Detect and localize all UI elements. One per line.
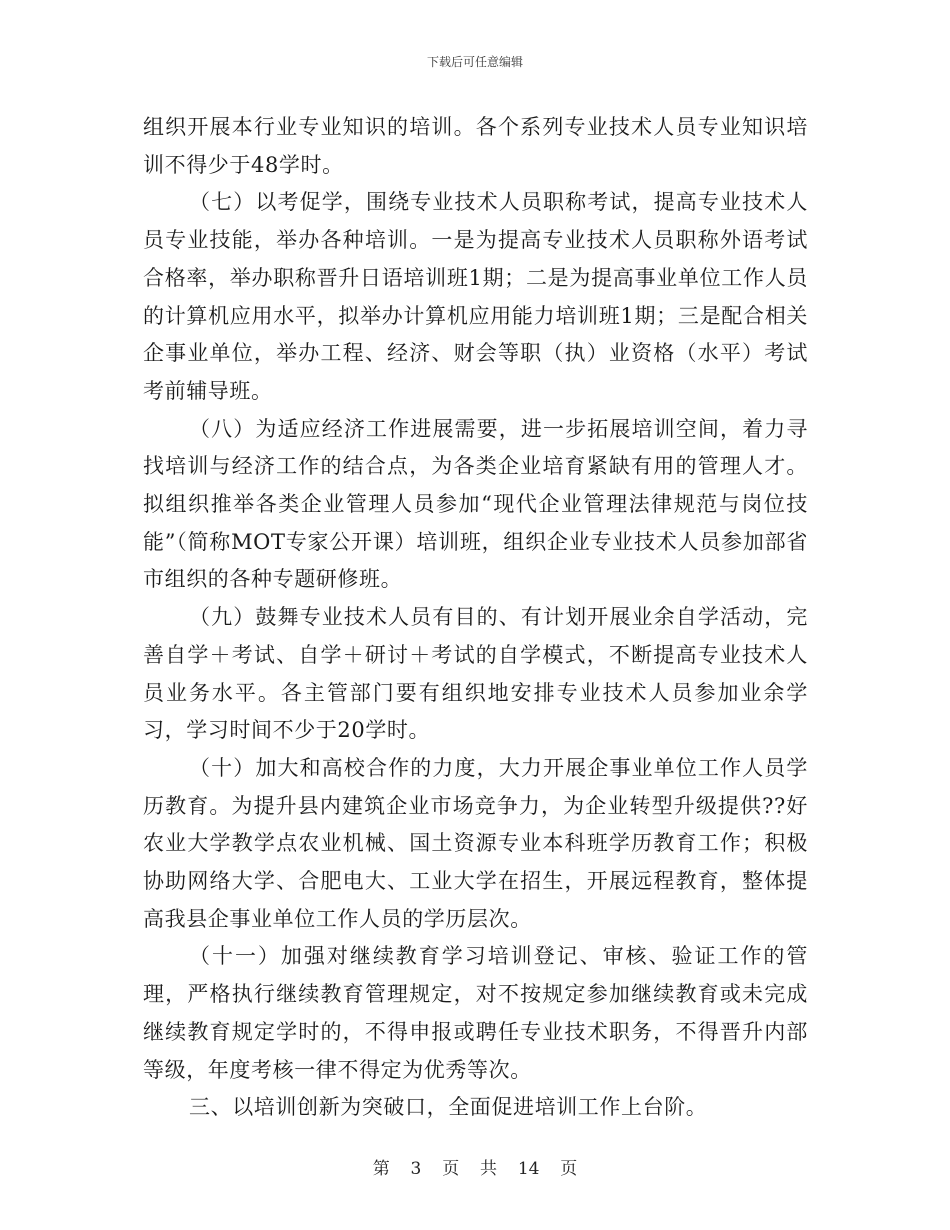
document-body [143,109,808,1127]
paragraph-item-8: （八）为适应经济工作进展需要，进一步拓展培训空间，着力寻找培训与经济工作的结合点，为各类企业培育紧缺有用的管理人才。拟组织推举各类企业管理人员参加“现代企业管理法律规范与岗位技能”（简称MOT专家公开课）培训班，组织企业专业技术人员参加部省市组织的各种专题研修班。 [143,416,808,592]
footer-prefix: 第 [372,1159,390,1179]
footer-suffix: 页 [560,1159,578,1179]
current-page-number: 3 [410,1159,422,1179]
footer-total-label: 共 [480,1159,497,1179]
paragraph-item-10: （十）加大和高校合作的力度，大力开展企事业单位工作人员学历教育。为提升县内建筑企业市场竞争力，为企业转型升级提供??好农业大学教学点农业机械、国土资源专业本科班学历教育工作；积极协助网络大学、合肥电大、工业大学在招生，开展远程教育，整体提高我县企事业单位工作人员的学历层次。 [143,755,808,931]
section-heading-3: 三、以培训创新为突破口，全面促进培训工作上台阶。 [189,1095,708,1120]
footer-page-word: 页 [442,1159,460,1179]
page-header [0,54,950,70]
header-text: 下载后可任意编辑 [426,55,523,69]
paragraph-item-11: （十一）加强对继续教育学习培训登记、审核、验证工作的管理，严格执行继续教育管理规定，对不按规定参加继续教育或未完成继续教育规定学时的，不得申报或聘任专业技术职务，不得晋升内部等级，年度考核一律不得定为优秀等次。 [143,944,808,1082]
paragraph-item-9: （九）鼓舞专业技术人员有目的、有计划开展业余自学活动，完善自学＋考试、自学＋研讨＋考试的自学模式，不断提高专业技术人员业务水平。各主管部门要有组织地安排专业技术人员参加业余学习，学习时间不少于20学时。 [143,605,808,743]
paragraph-continuation: 组织开展本行业专业知识的培训。各个系列专业技术人员专业知识培训不得少于48学时。 [143,115,808,177]
total-page-count: 14 [517,1159,540,1179]
paragraph-item-7: （七）以考促学，围绕专业技术人员职称考试，提高专业技术人员专业技能，举办各种培训。一是为提高专业技术人员职称外语考试合格率，举办职称晋升日语培训班1期；二是为提高事业单位工作人员的计算机应用水平，拟举办计算机应用能力培训班1期；三是配合相关企事业单位，举办工程、经济、财会等职（执）业资格（水平）考试考前辅导班。 [143,190,808,403]
page-footer [0,1158,950,1180]
